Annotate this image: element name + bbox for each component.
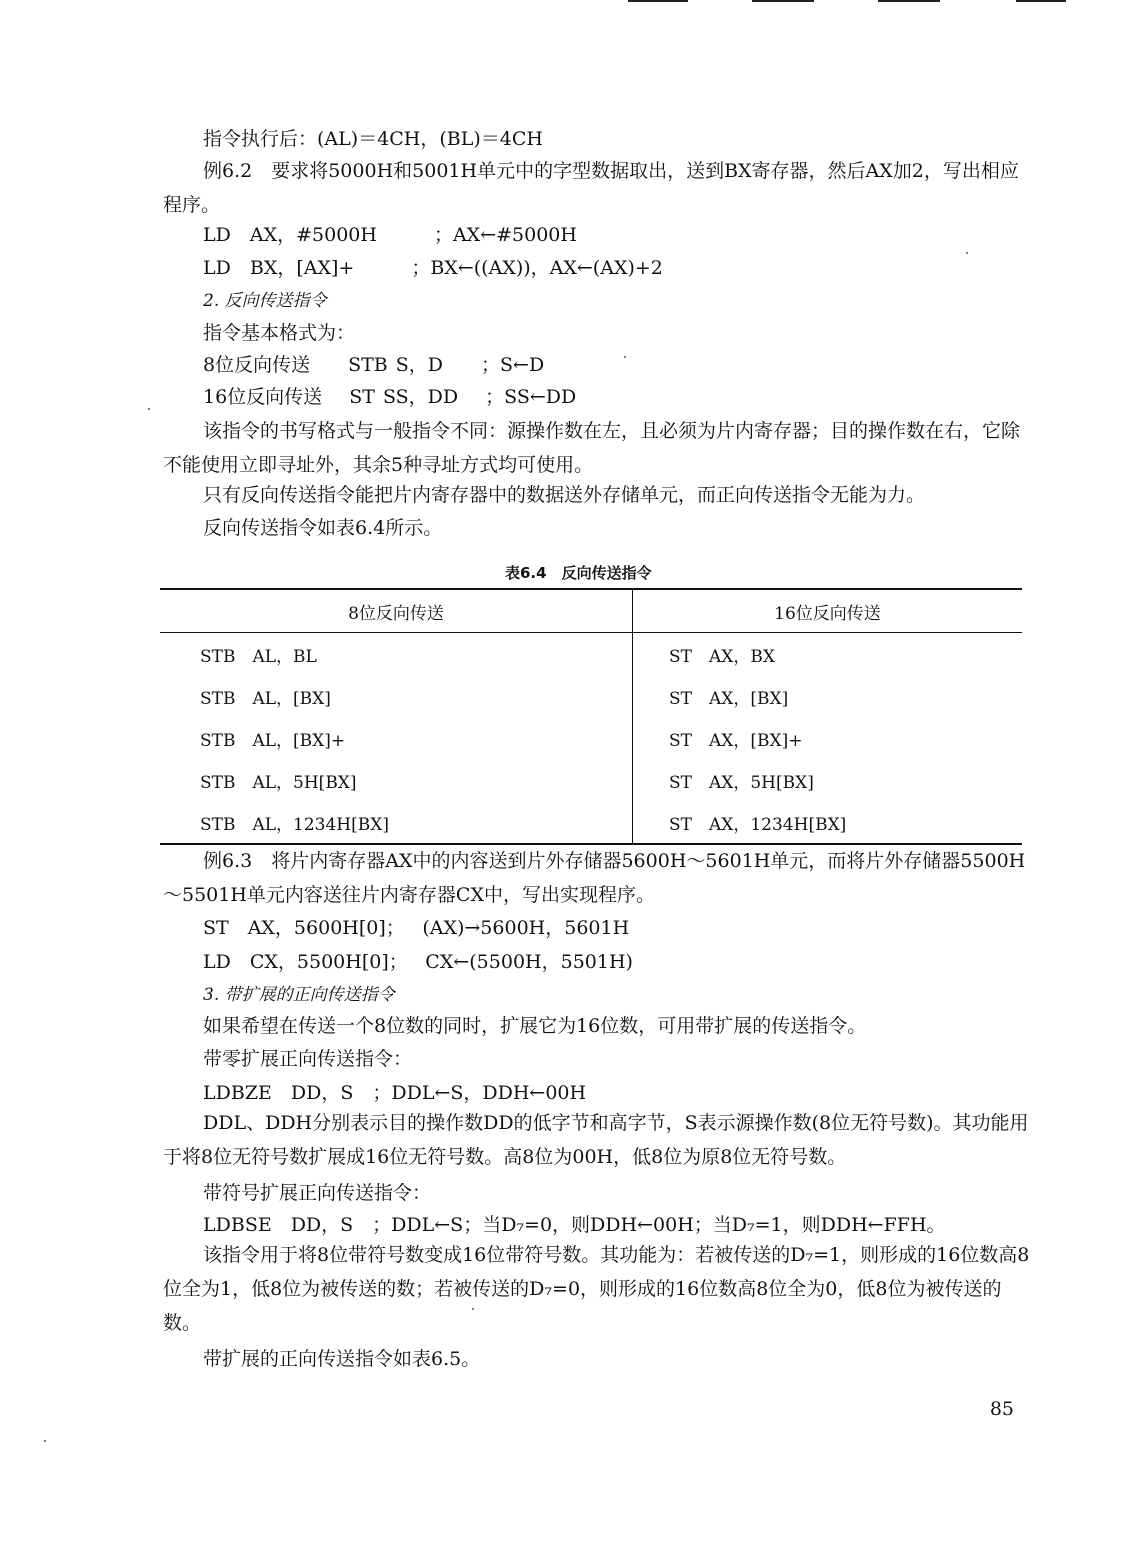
top-rule <box>878 0 940 2</box>
text-paragraph: 该指令用于将8位带符号数变成16位带符号数。其功能为：若被传送的D₇=1，则形成的16位数高8位全为1，低8位为被传送的数；若被传送的D₇=0，则形成的16位数高8位全为0，低8位为被传送的数。 <box>163 1244 1030 1334</box>
code-line: LDBSE DD，S ；DDL←S；当D₇=0，则DDH←00H；当D₇=1，则DDH←FFH。 <box>203 1214 946 1236</box>
table-header-row <box>160 589 1022 633</box>
example-paragraph: 例6.3 将片内寄存器AX中的内容送到片外存储器5600H～5601H单元，而将片外存储器5500H～5501H单元内容送往片内寄存器CX中，写出实现程序。 <box>163 850 1026 906</box>
scan-speck <box>966 252 968 254</box>
text-paragraph: DDL、DDH分别表示目的操作数DD的低字节和高字节，S表示源操作数(8位无符号数)。其功能用于将8位无符号数扩展成16位无符号数。高8位为00H，低8位为原8位无符号数。 <box>163 1112 1029 1168</box>
code-line: ST AX，5600H[0]； (AX)→5600H，5601H <box>203 917 630 939</box>
top-rule <box>1016 0 1066 2</box>
text-line: 带扩展的正向传送指令如表6.5。 <box>203 1348 481 1370</box>
text-line: 带零扩展正向传送指令： <box>203 1048 413 1070</box>
code-line: 16位反向传送 ST SS，DD ；SS←DD <box>203 386 577 408</box>
column-header: 8位反向传送 <box>160 589 633 633</box>
code-line: LDBZE DD，S ；DDL←S，DDH←00H <box>203 1082 587 1104</box>
text-paragraph: 该指令的书写格式与一般指令不同：源操作数在左，且必须为片内寄存器；目的操作数在右，它除不能使用立即寻址外，其余5种寻址方式均可使用。 <box>163 420 1021 476</box>
text-line: 指令执行后：(AL)＝4CH，(BL)＝4CH <box>203 128 543 150</box>
table-cell: STB AL，5H[BX] <box>160 759 633 801</box>
code-line: LD CX，5500H[0]； CX←(5500H，5501H) <box>203 951 633 973</box>
scan-speck <box>148 408 150 410</box>
table-row <box>160 717 1022 759</box>
table-row <box>160 801 1022 844</box>
table-cell: ST AX，5H[BX] <box>669 772 814 793</box>
top-rule <box>752 0 814 2</box>
example-paragraph: 例6.2 要求将5000H和5001H单元中的字型数据取出，送到BX寄存器，然后AX加2，写出相应程序。 <box>163 160 1019 216</box>
code-line: LD BX，[AX]+ ；BX←((AX))，AX←(AX)+2 <box>203 257 663 279</box>
code-line: LD AX，#5000H ；AX←#5000H <box>203 224 577 246</box>
section-heading: 3. 带扩展的正向传送指令 <box>203 985 395 1005</box>
scan-speck <box>44 1440 46 1442</box>
scan-speck <box>624 356 626 358</box>
table-row <box>160 633 1022 676</box>
column-header: 16位反向传送 <box>633 589 1023 633</box>
table-cell: ST AX，[BX] <box>669 688 789 709</box>
text-line: 反向传送指令如表6.4所示。 <box>203 517 443 539</box>
section-heading: 2. 反向传送指令 <box>203 291 327 311</box>
table-row <box>160 759 1022 801</box>
top-rule <box>628 0 688 2</box>
page-number: 85 <box>989 1398 1014 1420</box>
table-caption: 表6.4 反向传送指令 <box>505 564 652 582</box>
table-cell: ST AX，BX <box>669 646 775 667</box>
table-cell: STB AL，[BX] <box>160 675 633 717</box>
text-line: 如果希望在传送一个8位数的同时，扩展它为16位数，可用带扩展的传送指令。 <box>203 1015 867 1037</box>
table-cell: STB AL，1234H[BX] <box>160 801 633 844</box>
instruction-table <box>160 588 1022 845</box>
code-line: 8位反向传送 STB S，D ；S←D <box>203 354 545 376</box>
table-cell: STB AL，[BX]+ <box>160 717 633 759</box>
text-line: 指令基本格式为： <box>203 322 356 344</box>
table-row <box>160 675 1022 717</box>
table-cell: ST AX，[BX]+ <box>669 730 803 751</box>
table-cell: ST AX，1234H[BX] <box>669 814 847 835</box>
text-line: 带符号扩展正向传送指令： <box>203 1182 432 1204</box>
table-cell: STB AL，BL <box>160 633 633 676</box>
text-line: 只有反向传送指令能把片内寄存器中的数据送外存储单元，而正向传送指令无能为力。 <box>203 484 926 506</box>
